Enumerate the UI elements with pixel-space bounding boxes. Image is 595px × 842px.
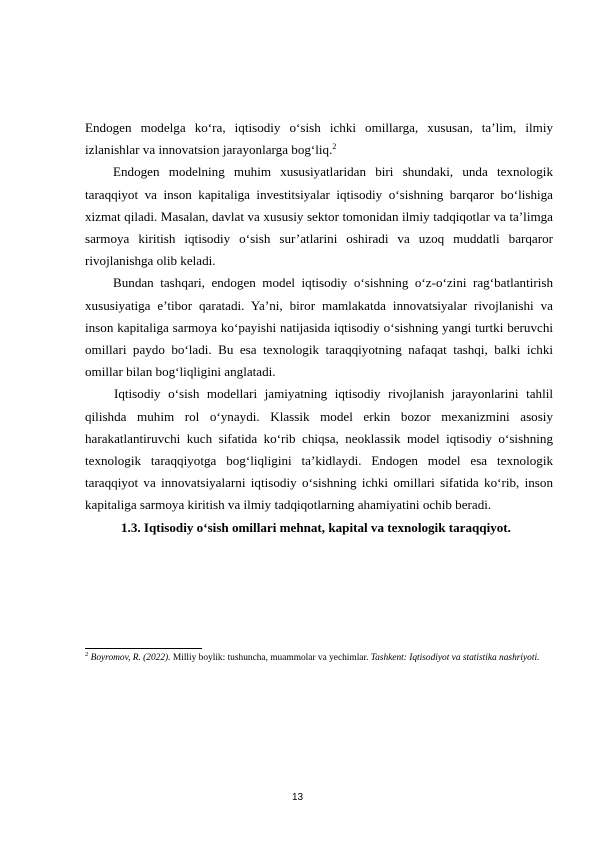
footnote-number: 2: [85, 651, 89, 658]
paragraph-endogen-intro: [85, 117, 553, 161]
body-text: [85, 117, 553, 539]
footnote-title: Milliy boylik: tushuncha, muammolar va yechimlar.: [170, 653, 371, 663]
footnote-author: Boyromov, R. (2022).: [90, 653, 171, 663]
section-heading: 1.3. Iqtisodiy o‘sish omillari mehnat, kapital va texnologik taraqqiyot.: [121, 519, 511, 535]
footnote-publisher: Tashkent: Iqtisodiyot va statistika nashriyoti.: [370, 653, 540, 663]
footnote: [85, 650, 553, 667]
page-number: 13: [291, 792, 304, 803]
footnote-reference[interactable]: 2: [332, 142, 337, 152]
footnote-separator: [85, 648, 202, 649]
paragraph-text: Endogen modelga ko‘ra, iqtisodiy o‘sish ichki omillarga, xususan, ta’lim, ilmiy izlanishlar va innovatsion jarayonlarga bog‘liq.: [85, 120, 553, 158]
paragraph-endogen-features: Endogen modelning muhim xususiyatlaridan biri shundaki, unda texnologik taraqqiyot va inson kapitaliga investitsiyalar iqtisodiy o‘sishning barqaror bo‘lishiga xizmat qiladi. Masalan, davlat va xususiy sektor tomonidan ilmiy tadqiqotlar va ta’limga sarmoya kiritish iqtisodiy o‘sish sur’atlarini oshiradi va uzoq muddatli barqaror rivojlanishga olib keladi.: [85, 164, 553, 269]
paragraph-growth-models-summary: Iqtisodiy o‘sish modellari jamiyatning iqtisodiy rivojlanish jarayonlarini tahlil qilishda muhim rol o‘ynaydi. Klassik model erkin bozor mexanizmini asosiy harakatlantiruvchi kuch sifatida ko‘rib chiqsa, neoklassik model iqtisodiy o‘sishning texnologik taraqqiyotga bog‘liqligini ta’kidlaydi. Endogen model esa texnologik taraqqiyot va innovatsiyalarni iqtisodiy o‘sishning ichki omillari sifatida ko‘rib, inson kapitaliga sarmoya kiritish va ilmiy tadqiqotlarning ahamiyatini ochib beradi.: [85, 386, 553, 513]
paragraph-self-stimulation: Bundan tashqari, endogen model iqtisodiy o‘sishning o‘z-o‘zini rag‘batlantirish xususiyatiga e’tibor qaratadi. Ya’ni, biror mamlakatda innovatsiyalar rivojlanishi va inson kapitaliga sarmoya ko‘payishi natijasida iqtisodiy o‘sishning yangi turtki beruvchi omillari paydo bo‘ladi. Bu esa texnologik taraqqiyotning nafaqat tashqi, balki ichki omillar bilan bog‘liqligini anglatadi.: [85, 275, 553, 380]
